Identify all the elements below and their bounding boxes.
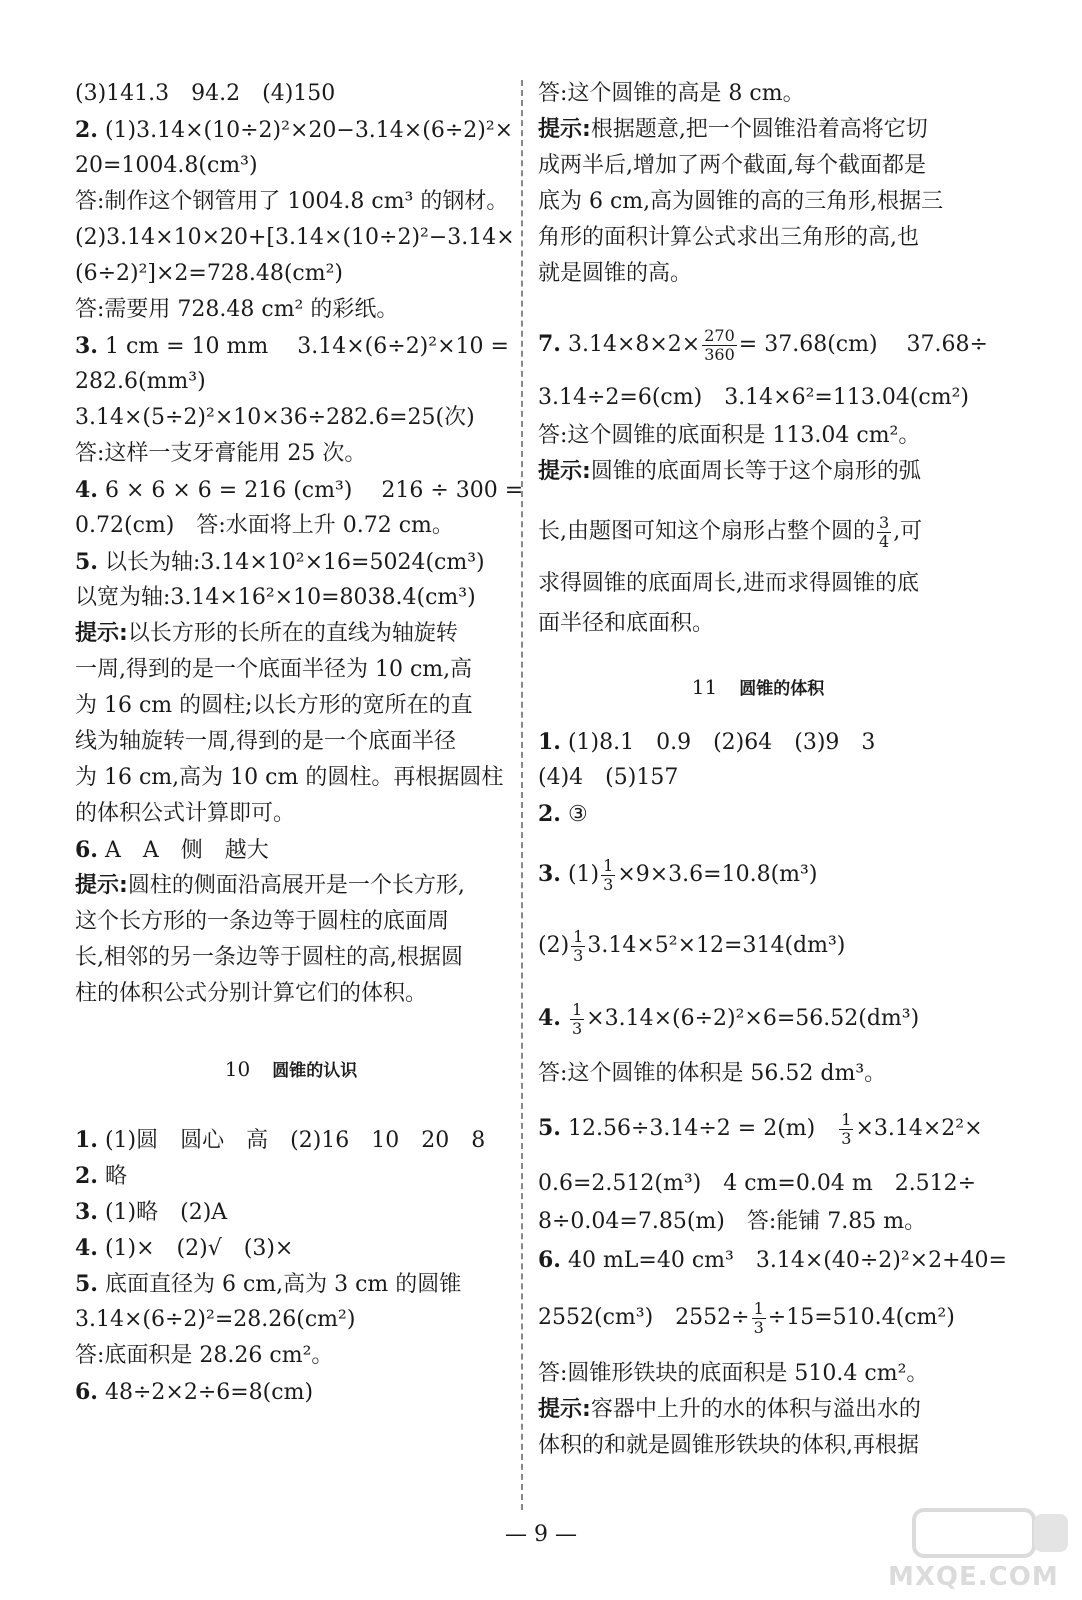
text-line: 3.14×(6÷2)²=28.26(cm²) — [75, 1307, 356, 1332]
fraction-denominator: 3 — [753, 1317, 764, 1337]
text-line: (6÷2)²]×2=728.48(cm²) — [75, 261, 344, 286]
text-line: 就是圆锥的高。 — [538, 261, 693, 286]
text-line: 的体积公式计算即可。 — [75, 801, 296, 826]
fraction-numerator: 1 — [753, 1298, 764, 1318]
hint-label: 提示: — [538, 1397, 591, 1422]
text-line: 282.6(mm³) — [75, 369, 206, 394]
text-line: 8÷0.04=7.85(m) 答:能铺 7.85 m。 — [538, 1209, 927, 1234]
text-line: 角形的面积计算公式求出三角形的高,也 — [538, 225, 919, 250]
text-line: 面半径和底面积。 — [538, 611, 715, 636]
text-segment: ÷15=510.4(cm²) — [767, 1305, 955, 1330]
text-line: (4)4 (5)157 — [538, 765, 679, 790]
hint-line — [538, 116, 928, 144]
text-line: 圆柱的侧面沿高展开是一个长方形, — [127, 873, 465, 898]
fraction — [570, 1001, 584, 1038]
text-line: ③ — [560, 802, 588, 827]
text-line: 48÷2×2÷6=8(cm) — [97, 1380, 314, 1405]
text-segment: ,可 — [893, 519, 923, 544]
text-line: 成两半后,增加了两个截面,每个截面都是 — [538, 153, 926, 178]
question-number: 3. — [538, 861, 561, 887]
text-line: 为 16 cm 的圆柱;以长方形的宽所在的直 — [75, 693, 473, 718]
text-line: (1)× (2)√ (3)× — [97, 1236, 294, 1261]
text-line: 以长方形的长所在的直线为轴旋转 — [127, 621, 458, 646]
text-line: (1)略 (2)A — [97, 1200, 228, 1225]
column-divider — [521, 80, 523, 1510]
text-line: 答:这个圆锥的底面积是 113.04 cm²。 — [538, 423, 921, 448]
fraction-numerator: 1 — [841, 1109, 852, 1129]
answer-1 — [538, 728, 875, 756]
question-number: 5. — [75, 1271, 98, 1297]
text-line — [538, 510, 922, 554]
text-segment: 12.56÷3.14÷2 = 2(m) — [560, 1116, 838, 1141]
text-line: 以长为轴:3.14×10²×16=5024(cm³) — [97, 550, 485, 575]
text-line: 根据题意,把一个圆锥沿着高将它切 — [590, 117, 928, 142]
fraction-denominator: 3 — [841, 1128, 852, 1148]
hint-line — [75, 872, 465, 900]
question-number: 5. — [75, 549, 98, 575]
hint-line — [75, 620, 458, 648]
answer-5 — [538, 1106, 983, 1150]
question-number: 3. — [75, 1199, 98, 1225]
text-segment: ×9×3.6=10.8(m³) — [617, 862, 818, 887]
question-number: 6. — [75, 837, 98, 863]
text-line: 答:需要用 728.48 cm² 的彩纸。 — [75, 297, 399, 322]
text-line: 答:这个圆锥的体积是 56.52 dm³。 — [538, 1061, 887, 1086]
question-number: 2. — [538, 801, 561, 827]
text-line: 0.72(cm) 答:水面将上升 0.72 cm。 — [75, 513, 454, 538]
answer-3 — [75, 332, 509, 360]
text-segment: ×3.14×(6÷2)²×6=56.52(dm³) — [586, 1006, 920, 1031]
hint-line — [538, 1396, 921, 1424]
answer-4 — [75, 476, 523, 504]
text-line: 为 16 cm,高为 10 cm 的圆柱。再根据圆柱 — [75, 765, 504, 790]
fraction-numerator: 1 — [573, 926, 584, 946]
answer-2 — [75, 116, 513, 144]
text-line: 底为 6 cm,高为圆锥的高的三角形,根据三 — [538, 189, 944, 214]
answer-1 — [75, 1126, 485, 1154]
question-number: 6. — [75, 1379, 98, 1405]
text-line: (1)3.14×(10÷2)²×20−3.14×(6÷2)²× — [97, 118, 514, 143]
fraction — [571, 928, 585, 965]
fraction-numerator: 1 — [603, 855, 614, 875]
answer-3 — [538, 852, 817, 896]
section-heading-11 — [538, 674, 978, 699]
text-line: 体积的和就是圆锥形铁块的体积,再根据 — [538, 1433, 919, 1458]
text-line: 圆锥的底面周长等于这个扇形的弧 — [590, 459, 921, 484]
answer-6 — [538, 1246, 1007, 1274]
question-number: 3. — [75, 333, 98, 359]
text-segment: (1) — [560, 862, 600, 887]
text-line: 答:这样一支牙膏能用 25 次。 — [75, 441, 367, 466]
answer-3 — [75, 1198, 227, 1226]
question-number: 1. — [75, 1127, 98, 1153]
watermark-text: MXQE.COM — [888, 1562, 1059, 1592]
hint-label: 提示: — [75, 873, 128, 898]
text-line: 0.6=2.512(m³) 4 cm=0.04 m 2.512÷ — [538, 1171, 977, 1196]
watermark-logo — [884, 1504, 1074, 1594]
section-number: 10 — [224, 1057, 251, 1081]
section-number: 11 — [691, 675, 718, 699]
hint-label: 提示: — [538, 459, 591, 484]
text-line — [538, 1296, 955, 1340]
text-line: (1)8.1 0.9 (2)64 (3)9 3 — [560, 730, 876, 755]
text-line: A A 侧 越大 — [97, 838, 269, 863]
text-line: 答:底面积是 28.26 cm²。 — [75, 1343, 334, 1368]
text-line: 容器中上升的水的体积与溢出水的 — [590, 1397, 921, 1422]
text-line: (3)141.3 94.2 (4)150 — [75, 81, 336, 106]
text-line: (1)圆 圆心 高 (2)16 10 20 8 — [97, 1128, 486, 1153]
text-line: 3.14×8×2× — [560, 332, 701, 357]
answer-4 — [75, 1234, 293, 1262]
text-line: 答:制作这个钢管用了 1004.8 cm³ 的钢材。 — [75, 189, 509, 214]
hint-label: 提示: — [75, 621, 128, 646]
fraction-numerator: 3 — [879, 512, 890, 532]
fraction-numerator: 270 — [704, 325, 735, 345]
question-number: 6. — [538, 1247, 561, 1273]
text-line: 3.14×(5÷2)²×10×36÷282.6=25(次) — [75, 405, 475, 430]
text-line: 答:圆锥形铁块的底面积是 510.4 cm²。 — [538, 1361, 929, 1386]
text-segment: 长,由题图可知这个扇形占整个圆的 — [538, 519, 875, 544]
fraction — [839, 1111, 853, 1148]
answer-5 — [75, 548, 485, 576]
fraction — [702, 327, 737, 364]
answer-6 — [75, 1378, 313, 1406]
text-line: 柱的体积公式分别计算它们的体积。 — [75, 981, 428, 1006]
answer-7 — [538, 322, 988, 366]
text-line: 线为轴旋转一周,得到的是一个底面半径 — [75, 729, 456, 754]
answer-6 — [75, 836, 269, 864]
page-number: — 9 — — [505, 1522, 577, 1547]
text-line: 3.14÷2=6(cm) 3.14×6²=113.04(cm²) — [538, 385, 970, 410]
text-line: 40 mL=40 cm³ 3.14×(40÷2)²×2+40= — [560, 1248, 1007, 1273]
fraction — [877, 514, 891, 551]
text-segment: ×3.14×2²× — [855, 1116, 983, 1141]
question-number: 1. — [538, 729, 561, 755]
question-number: 2. — [75, 117, 98, 143]
text-line: 6 × 6 × 6 = 216 (cm³) 216 ÷ 300 = — [97, 478, 524, 503]
fraction-denominator: 4 — [879, 531, 890, 551]
fraction-denominator: 360 — [704, 344, 735, 364]
fraction-denominator: 3 — [573, 945, 584, 965]
hint-line — [538, 458, 921, 486]
text-line: (2)3.14×10×20+[3.14×(10÷2)²−3.14× — [75, 225, 515, 250]
text-line: 以宽为轴:3.14×16²×10=8038.4(cm³) — [75, 585, 476, 610]
hint-label: 提示: — [538, 117, 591, 142]
text-line: 1 cm = 10 mm 3.14×(6÷2)²×10 = — [97, 334, 509, 359]
text-line: 长,相邻的另一条边等于圆柱的高,根据圆 — [75, 945, 463, 970]
fraction — [601, 857, 615, 894]
fraction-denominator: 3 — [603, 874, 614, 894]
answer-5 — [75, 1270, 461, 1298]
question-number: 4. — [75, 1235, 98, 1261]
text-line: 底面直径为 6 cm,高为 3 cm 的圆锥 — [97, 1272, 462, 1297]
section-heading-10 — [75, 1056, 507, 1081]
text-line: 略 — [97, 1164, 127, 1189]
question-number: 4. — [538, 1005, 561, 1031]
fraction — [752, 1300, 766, 1337]
answer-2 — [538, 800, 588, 828]
section-title: 圆锥的体积 — [739, 679, 825, 699]
fraction-denominator: 3 — [571, 1018, 583, 1038]
text-line: 这个长方形的一条边等于圆柱的底面周 — [75, 909, 450, 934]
text-line: 求得圆锥的底面周长,进而求得圆锥的底 — [538, 571, 919, 596]
text-line: 答:这个圆锥的高是 8 cm。 — [538, 81, 805, 106]
answer-2 — [75, 1162, 127, 1190]
watermark-icon — [884, 1504, 1074, 1564]
question-number: 5. — [538, 1115, 561, 1141]
text-segment: (2) — [538, 933, 570, 958]
text-line: = 37.68(cm) 37.68÷ — [738, 332, 988, 357]
question-number: 7. — [538, 331, 561, 357]
answer-4 — [538, 996, 919, 1040]
fraction-numerator: 1 — [571, 999, 583, 1019]
question-number: 2. — [75, 1163, 98, 1189]
text-line — [538, 924, 845, 968]
text-segment: 3.14×5²×12=314(dm³) — [587, 933, 846, 958]
question-number: 4. — [75, 477, 98, 503]
text-line: 20=1004.8(cm³) — [75, 153, 258, 178]
text-segment: 2552(cm³) 2552÷ — [538, 1305, 750, 1330]
text-line: 一周,得到的是一个底面半径为 10 cm,高 — [75, 657, 473, 682]
section-title: 圆锥的认识 — [272, 1061, 358, 1081]
